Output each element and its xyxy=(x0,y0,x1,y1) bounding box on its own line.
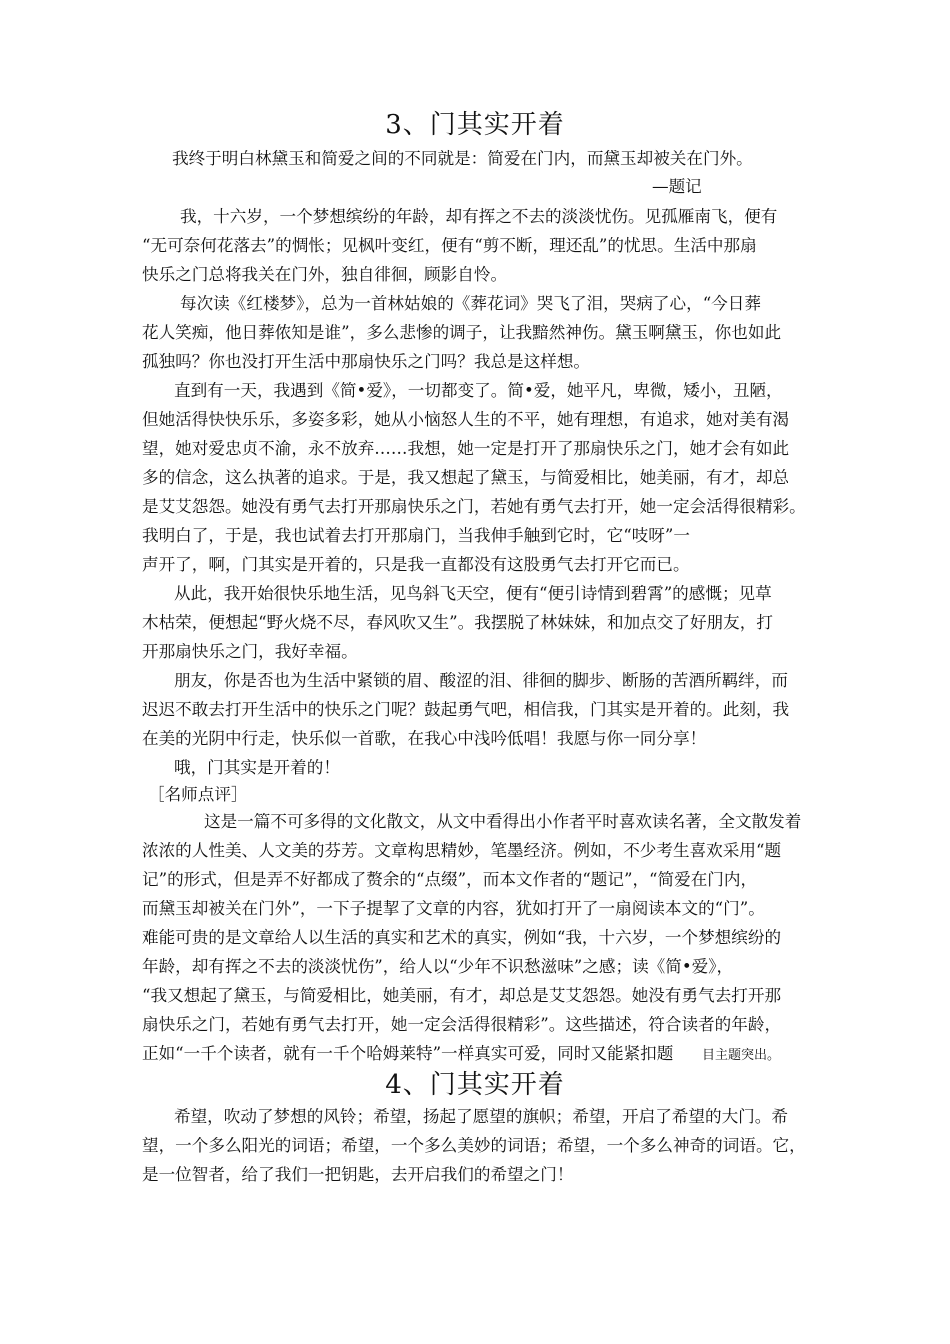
review-line: 浓浓的人性美、人文美的芬芳。文章构思精妙，笔墨经济。例如，不少考生喜欢采用“题 xyxy=(142,841,782,860)
review-line: 记”的形式，但是弄不好都成了赘余的“点缀”，而本文作者的“题记”，“简爱在门内， xyxy=(142,870,758,889)
section-4-title: 4、门其实开着 xyxy=(385,1070,565,1100)
paragraph-line: “无可奈何花落去”的惆怅；见枫叶变红，便有“剪不断，理还乱”的忧思。生活中那扇 xyxy=(142,236,757,255)
paragraph-line: 但她活得快快乐乐，多姿多彩，她从小恼怒人生的不平，她有理想，有追求，她对美有渴 xyxy=(142,410,790,429)
paragraph-line: 迟迟不敢去打开生活中的快乐之门呢？鼓起勇气吧，相信我，门其实是开着的。此刻，我 xyxy=(142,700,790,719)
paragraph-line: 快乐之门总将我关在门外，独自徘徊，顾影自怜。 xyxy=(142,265,508,284)
paragraph-line: 望，她对爱忠贞不渝，永不放弃……我想，她一定是打开了那扇快乐之门，她才会有如此 xyxy=(142,439,790,458)
review-line-tail: 目主题突出。 xyxy=(702,1048,781,1063)
paragraph-line: 是一位智者，给了我们一把钥匙，去开启我们的希望之门！ xyxy=(142,1165,574,1184)
paragraph-line: 希望，吹动了梦想的风铃；希望，扬起了愿望的旗帜；希望，开启了希望的大门。希 xyxy=(174,1107,788,1126)
review-line: 扇快乐之门，若她有勇气去打开，她一定会活得很精彩”。这些描述，符合读者的年龄， xyxy=(142,1015,782,1034)
review-line: “我又想起了黛玉，与简爱相比，她美丽，有才，却总是艾艾怨怨。她没有勇气去打开那 xyxy=(142,986,782,1005)
paragraph-line: 望，一个多么阳光的词语；希望，一个多么美妙的词语；希望，一个多么神奇的词语。它， xyxy=(142,1136,806,1155)
review-line: 正如“一千个读者，就有一千个哈姆莱特”一样真实可爱，同时又能紧扣题 xyxy=(142,1044,674,1063)
paragraph-line: 我明白了，于是，我也试着去打开那扇门，当我伸手触到它时，它“吱呀”一 xyxy=(142,526,690,545)
review-line: 这是一篇不可多得的文化散文，从文中看得出小作者平时喜欢读名著，全文散发着 xyxy=(204,812,802,831)
review-line: 难能可贵的是文章给人以生活的真实和艺术的真实，例如“我，十六岁，一个梦想缤纷的 xyxy=(142,928,782,947)
review-line: 年龄，却有挥之不去的淡淡忧伤”，给人以“少年不识愁滋味”之感；读《简•爱》， xyxy=(142,957,734,976)
paragraph-line: 是艾艾怨怨。她没有勇气去打开那扇快乐之门，若她有勇气去打开，她一定会活得很精彩。 xyxy=(142,497,806,516)
epigraph-attribution: —题记 xyxy=(652,177,702,196)
paragraph-line: 声开了，啊，门其实是开着的，只是我一直都没有这股勇气去打开它而已。 xyxy=(142,555,690,574)
paragraph-line: 多的信念，这么执著的追求。于是，我又想起了黛玉，与简爱相比，她美丽，有才，却总 xyxy=(142,468,790,487)
paragraph-line: 我，十六岁，一个梦想缤纷的年龄，却有挥之不去的淡淡忧伤。见孤雁南飞，便有 xyxy=(180,207,778,226)
section-3-title: 3、门其实开着 xyxy=(385,110,565,140)
paragraph-line: 在美的光阴中行走，快乐似一首歌，在我心中浅吟低唱！我愿与你一同分享！ xyxy=(142,729,707,748)
paragraph-line: 朋友，你是否也为生活中紧锁的眉、酸涩的泪、徘徊的脚步、断肠的苦酒所羁绊，而 xyxy=(174,671,788,690)
epigraph: 我终于明白林黛玉和简爱之间的不同就是：简爱在门内，而黛玉却被关在门外。 xyxy=(172,149,753,168)
paragraph-line: 从此，我开始很快乐地生活，见鸟斜飞天空，便有“便引诗情到碧霄”的感慨；见草 xyxy=(174,584,772,603)
paragraph-line: 花人笑痴，他日葬侬知是谁”，多么悲惨的调子，让我黯然神伤。黛玉啊黛玉，你也如此 xyxy=(142,323,782,342)
paragraph-line: 每次读《红楼梦》，总为一首林姑娘的《葬花词》哭飞了泪，哭病了心，“今日葬 xyxy=(180,294,761,313)
review-heading: ［名师点评］ xyxy=(148,785,248,804)
paragraph-line: 哦，门其实是开着的！ xyxy=(174,758,340,777)
paragraph-line: 木枯荣，便想起“野火烧不尽，春风吹又生”。我摆脱了林妹妹，和加点交了好朋友，打 xyxy=(142,613,773,632)
paragraph-line: 孤独吗？你也没打开生活中那扇快乐之门吗？我总是这样想。 xyxy=(142,352,591,371)
review-line: 而黛玉却被关在门外”，一下子提挈了文章的内容，犹如打开了一扇阅读本文的“门”。 xyxy=(142,899,765,918)
paragraph-line: 直到有一天，我遇到《简•爱》，一切都变了。简•爱，她平凡，卑微，矮小，丑陋， xyxy=(174,381,783,400)
paragraph-line: 开那扇快乐之门，我好幸福。 xyxy=(142,642,358,661)
